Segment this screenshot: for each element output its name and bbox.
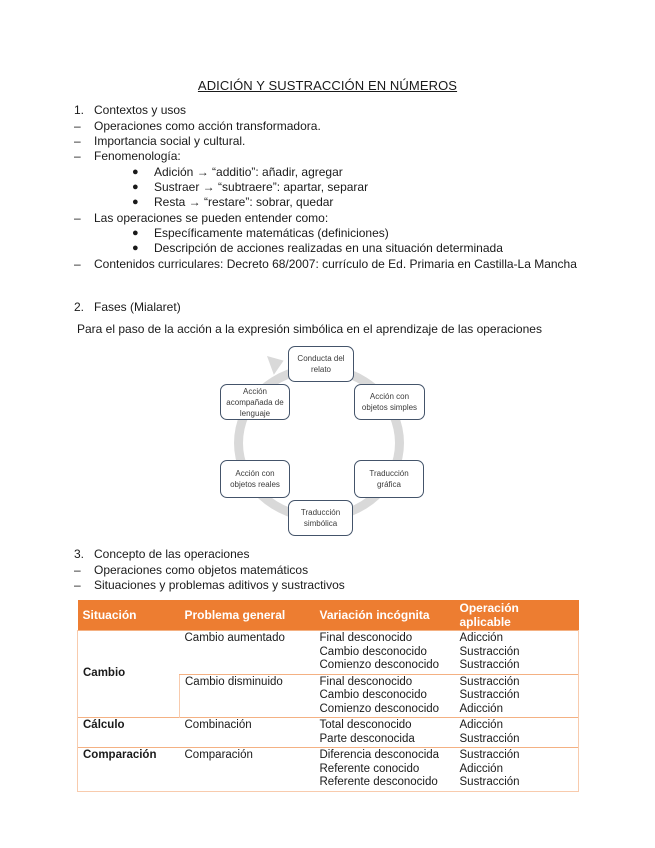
sub-list-item: ● Descripción de acciones realizadas en una situación determinada xyxy=(132,241,503,255)
column-header: Variación incógnita xyxy=(315,600,455,631)
diagram-node: Traducción gráfica xyxy=(354,460,424,498)
list-item: – Fenomenología: xyxy=(74,149,181,163)
list-number: 3. xyxy=(74,547,85,561)
list-item: – Situaciones y problemas aditivos y sustractivos xyxy=(74,578,345,592)
bullet-icon: ● xyxy=(132,166,139,178)
sub-list-item: ● Resta → “restare”: sobrar, quedar xyxy=(132,195,334,209)
variacion-cell: Final desconocido Cambio desconocido Comienzo desconocido xyxy=(315,631,455,675)
table-row xyxy=(78,718,579,748)
bullet-icon: ● xyxy=(132,181,139,193)
column-header: Situación xyxy=(78,600,180,631)
problema-cell: Cambio disminuido xyxy=(180,674,315,718)
list-item: – Operaciones como acción transformadora. xyxy=(74,119,321,133)
table-row xyxy=(78,748,579,792)
diagram-node: Acción con objetos reales xyxy=(220,460,290,498)
variacion-cell: Diferencia desconocida Referente conocido Referente desconocido xyxy=(315,748,455,792)
diagram-node: Conducta del relato xyxy=(288,346,354,382)
dash-marker: – xyxy=(74,149,81,163)
dash-marker: – xyxy=(74,211,81,225)
column-header: Operación aplicable xyxy=(455,600,579,631)
list-number: 2. xyxy=(74,300,85,314)
variacion-cell: Total desconocido Parte desconocida xyxy=(315,718,455,748)
list-item: – Operaciones como objetos matemáticos xyxy=(74,563,309,577)
column-header: Problema general xyxy=(180,600,315,631)
sub-list-item: ● Específicamente matemáticas (definiciones) xyxy=(132,226,389,240)
page-title: ADICIÓN Y SUSTRACCIÓN EN NÚMEROS xyxy=(197,78,458,93)
section-1-heading: 1. Contextos y usos xyxy=(74,103,187,117)
problema-cell: Cambio aumentado xyxy=(180,631,315,675)
diagram-node: Traducción simbólica xyxy=(288,500,353,536)
section-3-heading: 3. Concepto de las operaciones xyxy=(74,547,250,561)
list-item: – Contenidos curriculares: Decreto 68/2007: currículo de Ed. Primaria en Castilla-La Mancha xyxy=(74,257,577,271)
dash-marker: – xyxy=(74,578,81,592)
situacion-cell: Cálculo xyxy=(78,718,180,748)
dash-marker: – xyxy=(74,563,81,577)
bullet-icon: ● xyxy=(132,196,139,208)
operacion-cell: Adicción Sustracción xyxy=(455,718,579,748)
sub-list-item: ● Sustraer → “subtraere”: apartar, separar xyxy=(132,180,369,194)
section-2-heading: 2. Fases (Mialaret) xyxy=(74,300,181,314)
sub-list-item: ● Adición → “additio”: añadir, agregar xyxy=(132,165,343,179)
bullet-icon: ● xyxy=(132,242,139,254)
diagram-node: Acción con objetos simples xyxy=(354,384,425,420)
dash-marker: – xyxy=(74,119,81,133)
situacion-cell: Comparación xyxy=(78,748,180,792)
cycle-diagram xyxy=(210,340,440,540)
dash-marker: – xyxy=(74,134,81,148)
variacion-cell: Final desconocido Cambio desconocido Comienzo desconocido xyxy=(315,674,455,718)
problema-cell: Combinación xyxy=(180,718,315,748)
bullet-icon: ● xyxy=(132,227,139,239)
list-item: – Importancia social y cultural. xyxy=(74,134,246,148)
operacion-cell: Adicción Sustracción Sustracción xyxy=(455,631,579,675)
list-number: 1. xyxy=(74,103,85,117)
operacion-cell: Sustracción Adicción Sustracción xyxy=(455,748,579,792)
operacion-cell: Sustracción Sustracción Adicción xyxy=(455,674,579,718)
diagram-node: Acción acompañada de lenguaje xyxy=(220,384,290,420)
table-row xyxy=(78,631,579,675)
problema-cell: Comparación xyxy=(180,748,315,792)
dash-marker: – xyxy=(74,257,81,271)
table-header-row xyxy=(78,600,579,631)
operations-table xyxy=(77,600,579,792)
list-item: – Las operaciones se pueden entender como: xyxy=(74,211,329,225)
situacion-cell: Cambio xyxy=(78,631,180,718)
paragraph: Para el paso de la acción a la expresión simbólica en el aprendizaje de las operaciones xyxy=(77,322,542,336)
